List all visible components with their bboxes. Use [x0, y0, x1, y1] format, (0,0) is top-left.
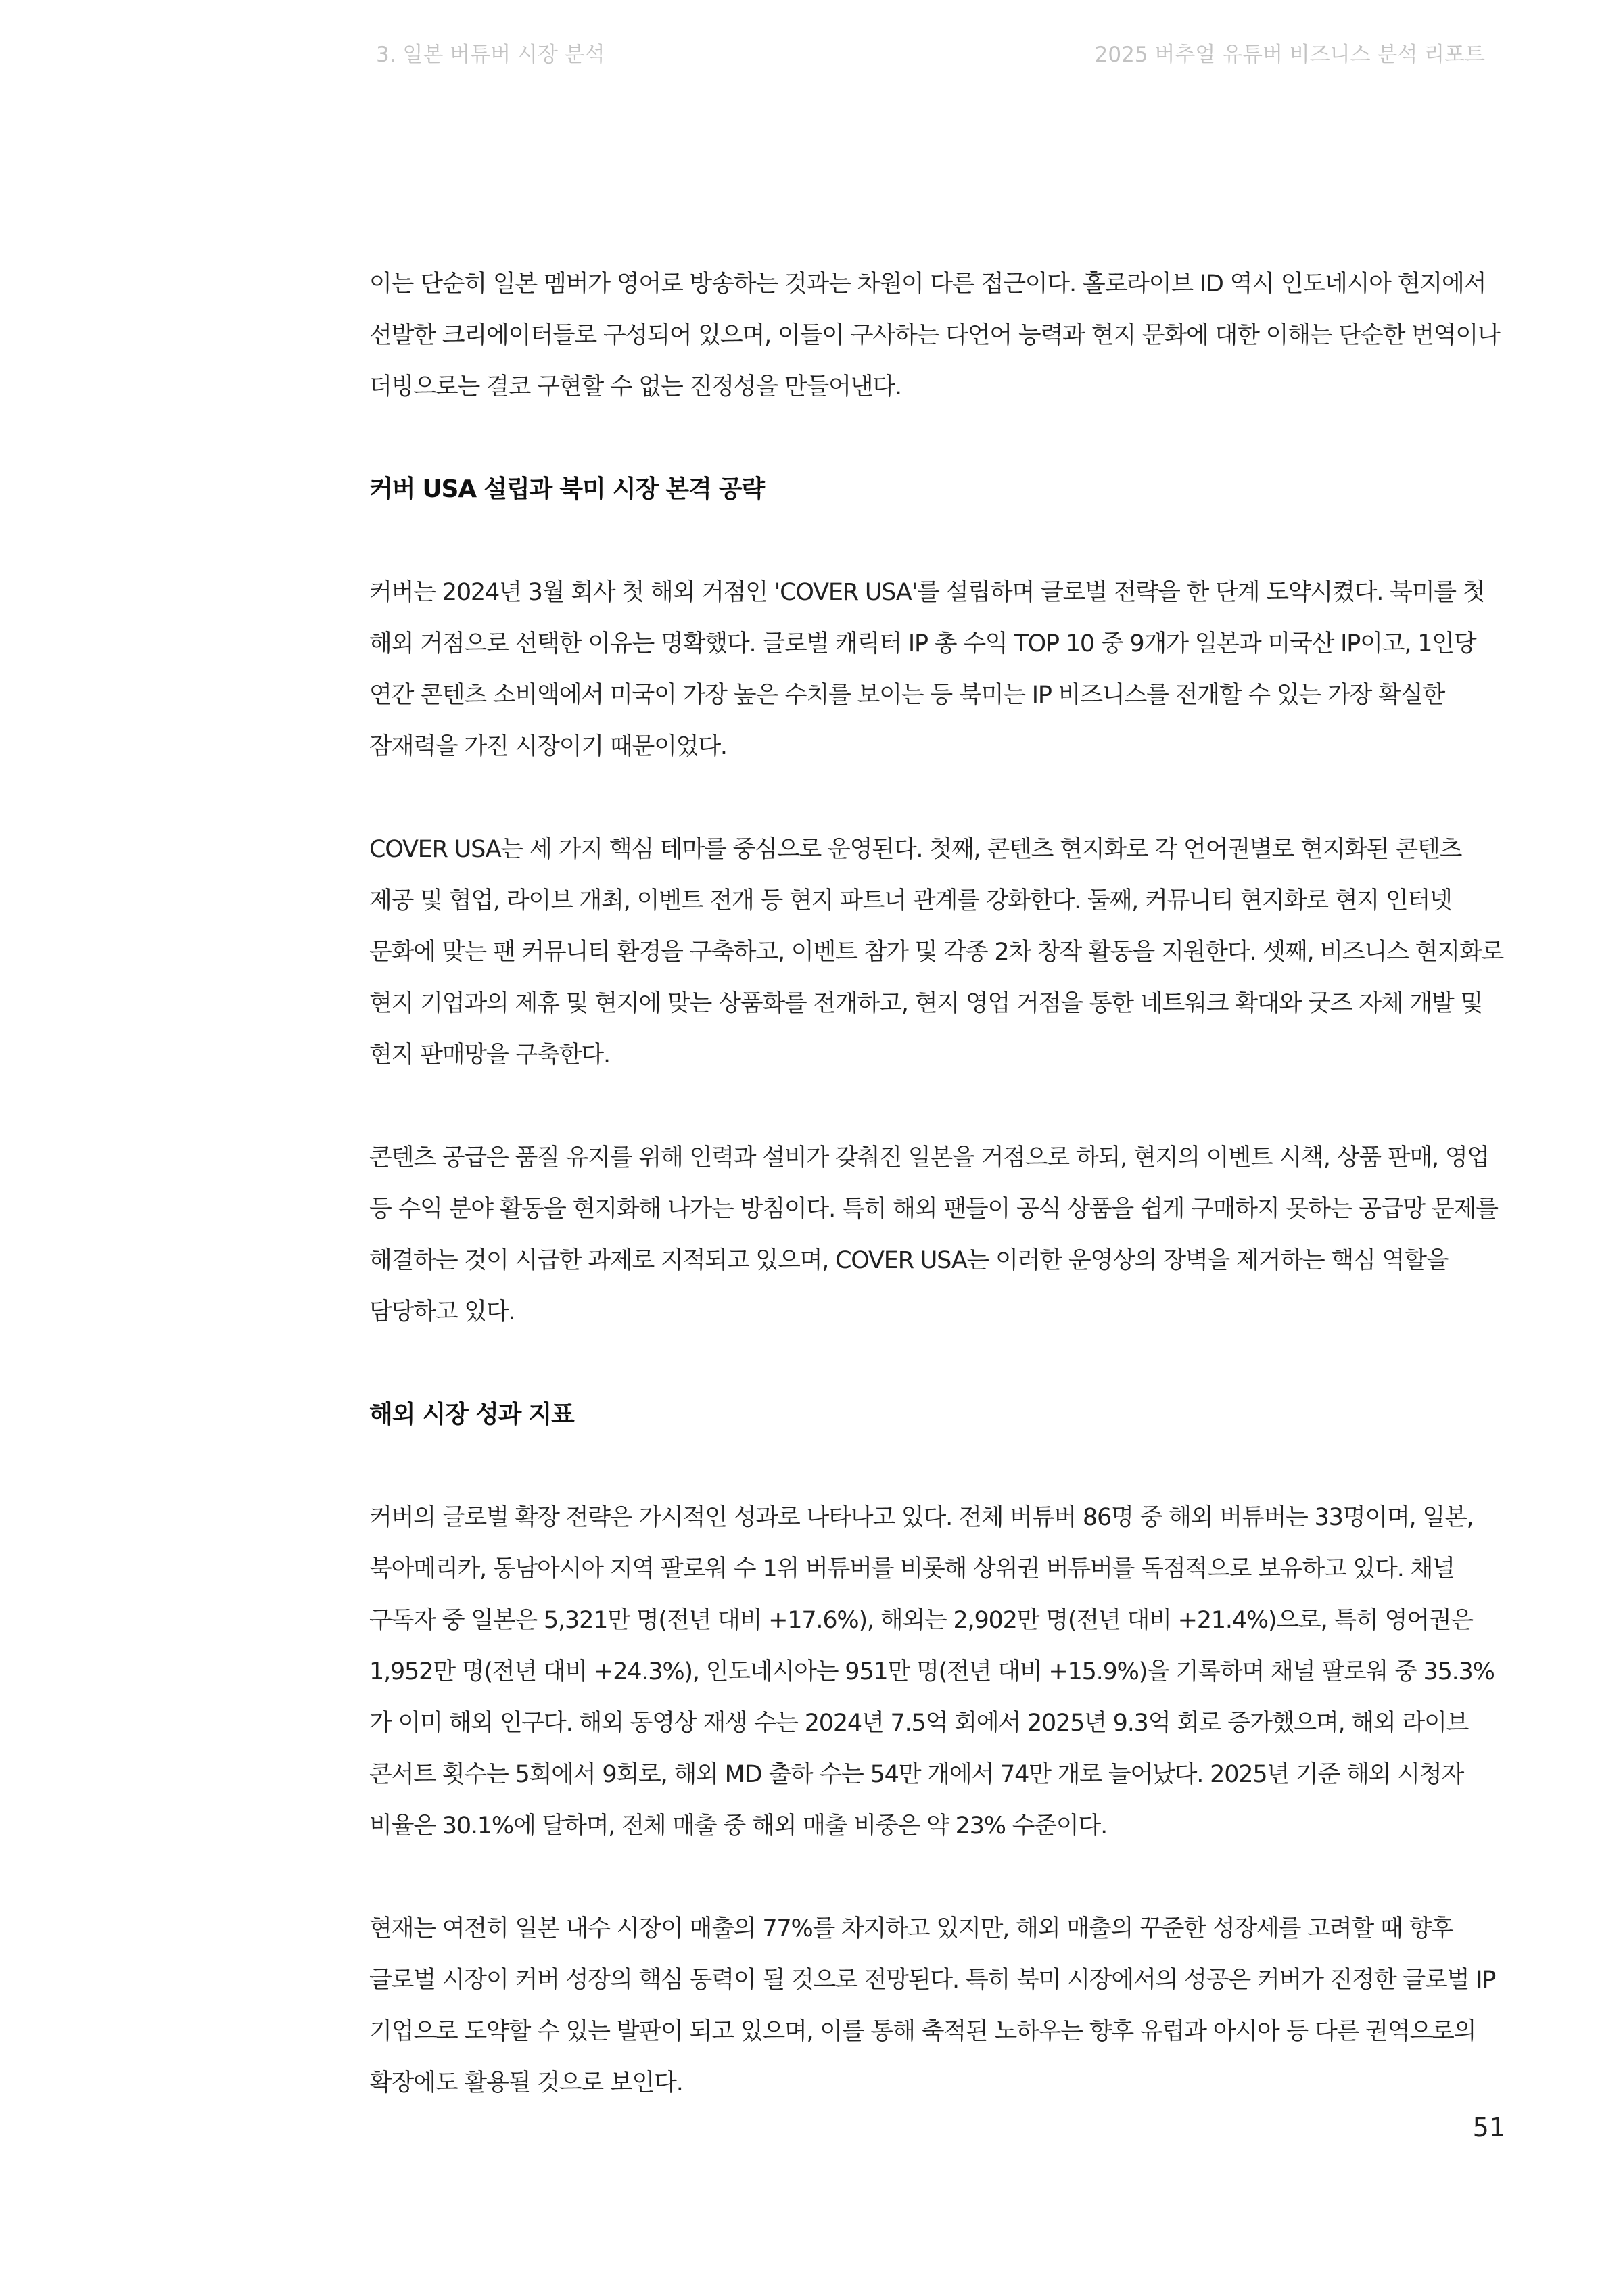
metrics-paragraph-2: 현재는 여전히 일본 내수 시장이 매출의 77%를 차지하고 있지만, 해외 매출의 꾸준한 성장세를 고려할 때 향후 글로벌 시장이 커버 성장의 핵심 동력이 될 것으로 전망된다. 특히 북미 시장에서의 성공은 커버가 진정한 글로벌 IP 기업으로 도약할 수 있는 발판이 되고 있으며, 이를 통해 축적된 노하우는 향후 유럽과 아시아 등 다른 권역으로의 확장에도 활용될 것으로 보인다.: [369, 1915, 1496, 2096]
page-number: 51: [1472, 2113, 1505, 2142]
spacer: [369, 1440, 1505, 1492]
spacer: [369, 413, 1505, 464]
header-section-title: 3. 일본 버튜버 시장 분석: [376, 43, 605, 67]
spacer: [369, 515, 1505, 567]
section-heading-usa: 커버 USA 설립과 북미 시장 본격 공략: [369, 475, 764, 503]
spacer: [369, 1081, 1505, 1132]
usa-paragraph-3: 콘텐츠 공급은 품질 유지를 위해 인력과 설비가 갖춰진 일본을 거점으로 하되, 현지의 이벤트 시책, 상품 판매, 영업 등 수익 분야 활동을 현지화해 나가는 방침이다. 특히 해외 팬들이 공식 상품을 쉽게 구매하지 못하는 공급망 문제를 해결하는 것이 시급한 과제로 지적되고 있으며, COVER USA는 이러한 운영상의 장벽을 제거하는 핵심 역할을 담당하고 있다.: [369, 1144, 1498, 1326]
intro-paragraph: 이는 단순히 일본 멤버가 영어로 방송하는 것과는 차원이 다른 접근이다. 홀로라이브 ID 역시 인도네시아 현지에서 선발한 크리에이터들로 구성되어 있으며, 이들이 구사하는 다언어 능력과 현지 문화에 대한 이해는 단순한 번역이나 더빙으로는 결코 구현할 수 없는 진정성을 만들어낸다.: [369, 271, 1500, 400]
spacer: [369, 1852, 1505, 1903]
page-body: [369, 258, 1505, 2109]
usa-paragraph-1: 커버는 2024년 3월 회사 첫 해외 거점인 'COVER USA'를 설립하며 글로벌 전략을 한 단계 도약시켰다. 북미를 첫 해외 거점으로 선택한 이유는 명확했다. 글로벌 캐릭터 IP 총 수익 TOP 10 중 9개가 일본과 미국산 IP이고, 1인당 연간 콘텐츠 소비액에서 미국이 가장 높은 수치를 보이는 등 북미는 IP 비즈니스를 전개할 수 있는 가장 확실한 잠재력을 가진 시장이기 때문이었다.: [369, 579, 1485, 760]
running-header: [376, 38, 1485, 72]
section-heading-metrics: 해외 시장 성과 지표: [369, 1401, 574, 1428]
metrics-paragraph-1: 커버의 글로벌 확장 전략은 가시적인 성과로 나타나고 있다. 전체 버튜버 86명 중 해외 버튜버는 33명이며, 일본, 북아메리카, 동남아시아 지역 팔로워 수 1위 버튜버를 비롯해 상위권 버튜버를 독점적으로 보유하고 있다. 채널 구독자 중 일본은 5,321만 명(전년 대비 +17.6%), 해외는 2,902만 명(전년 대비 +21.4%)으로, 특히 영어권은 1,952만 명(전년 대비 +24.3%), 인도네시아는 951만 명(전년 대비 +15.9%)을 기록하며 채널 팔로워 중 35.3%가 이미 해외 인구다. 해외 동영상 재생 수는 2024년 7.5억 회에서 2025년 9.3억 회로 증가했으며, 해외 라이브 콘서트 횟수는 5회에서 9회로, 해외 MD 출하 수는 54만 개에서 74만 개로 늘어났다. 2025년 기준 해외 시청자 비율은 30.1%에 달하며, 전체 매출 중 해외 매출 비중은 약 23% 수준이다.: [369, 1504, 1495, 1840]
usa-paragraph-2: COVER USA는 세 가지 핵심 테마를 중심으로 운영된다. 첫째, 콘텐츠 현지화로 각 언어권별로 현지화된 콘텐츠 제공 및 협업, 라이브 개최, 이벤트 전개 등 현지 파트너 관계를 강화한다. 둘째, 커뮤니티 현지화로 현지 인터넷 문화에 맞는 팬 커뮤니티 환경을 구축하고, 이벤트 참가 및 각종 2차 창작 활동을 지원한다. 셋째, 비즈니스 현지화로 현지 기업과의 제휴 및 현지에 맞는 상품화를 전개하고, 현지 영업 거점을 통한 네트워크 확대와 굿즈 자체 개발 및 현지 판매망을 구축한다.: [369, 836, 1504, 1069]
header-report-title: 2025 버추얼 유튜버 비즈니스 분석 리포트: [1094, 43, 1485, 67]
spacer: [369, 1338, 1505, 1389]
spacer: [369, 772, 1505, 824]
